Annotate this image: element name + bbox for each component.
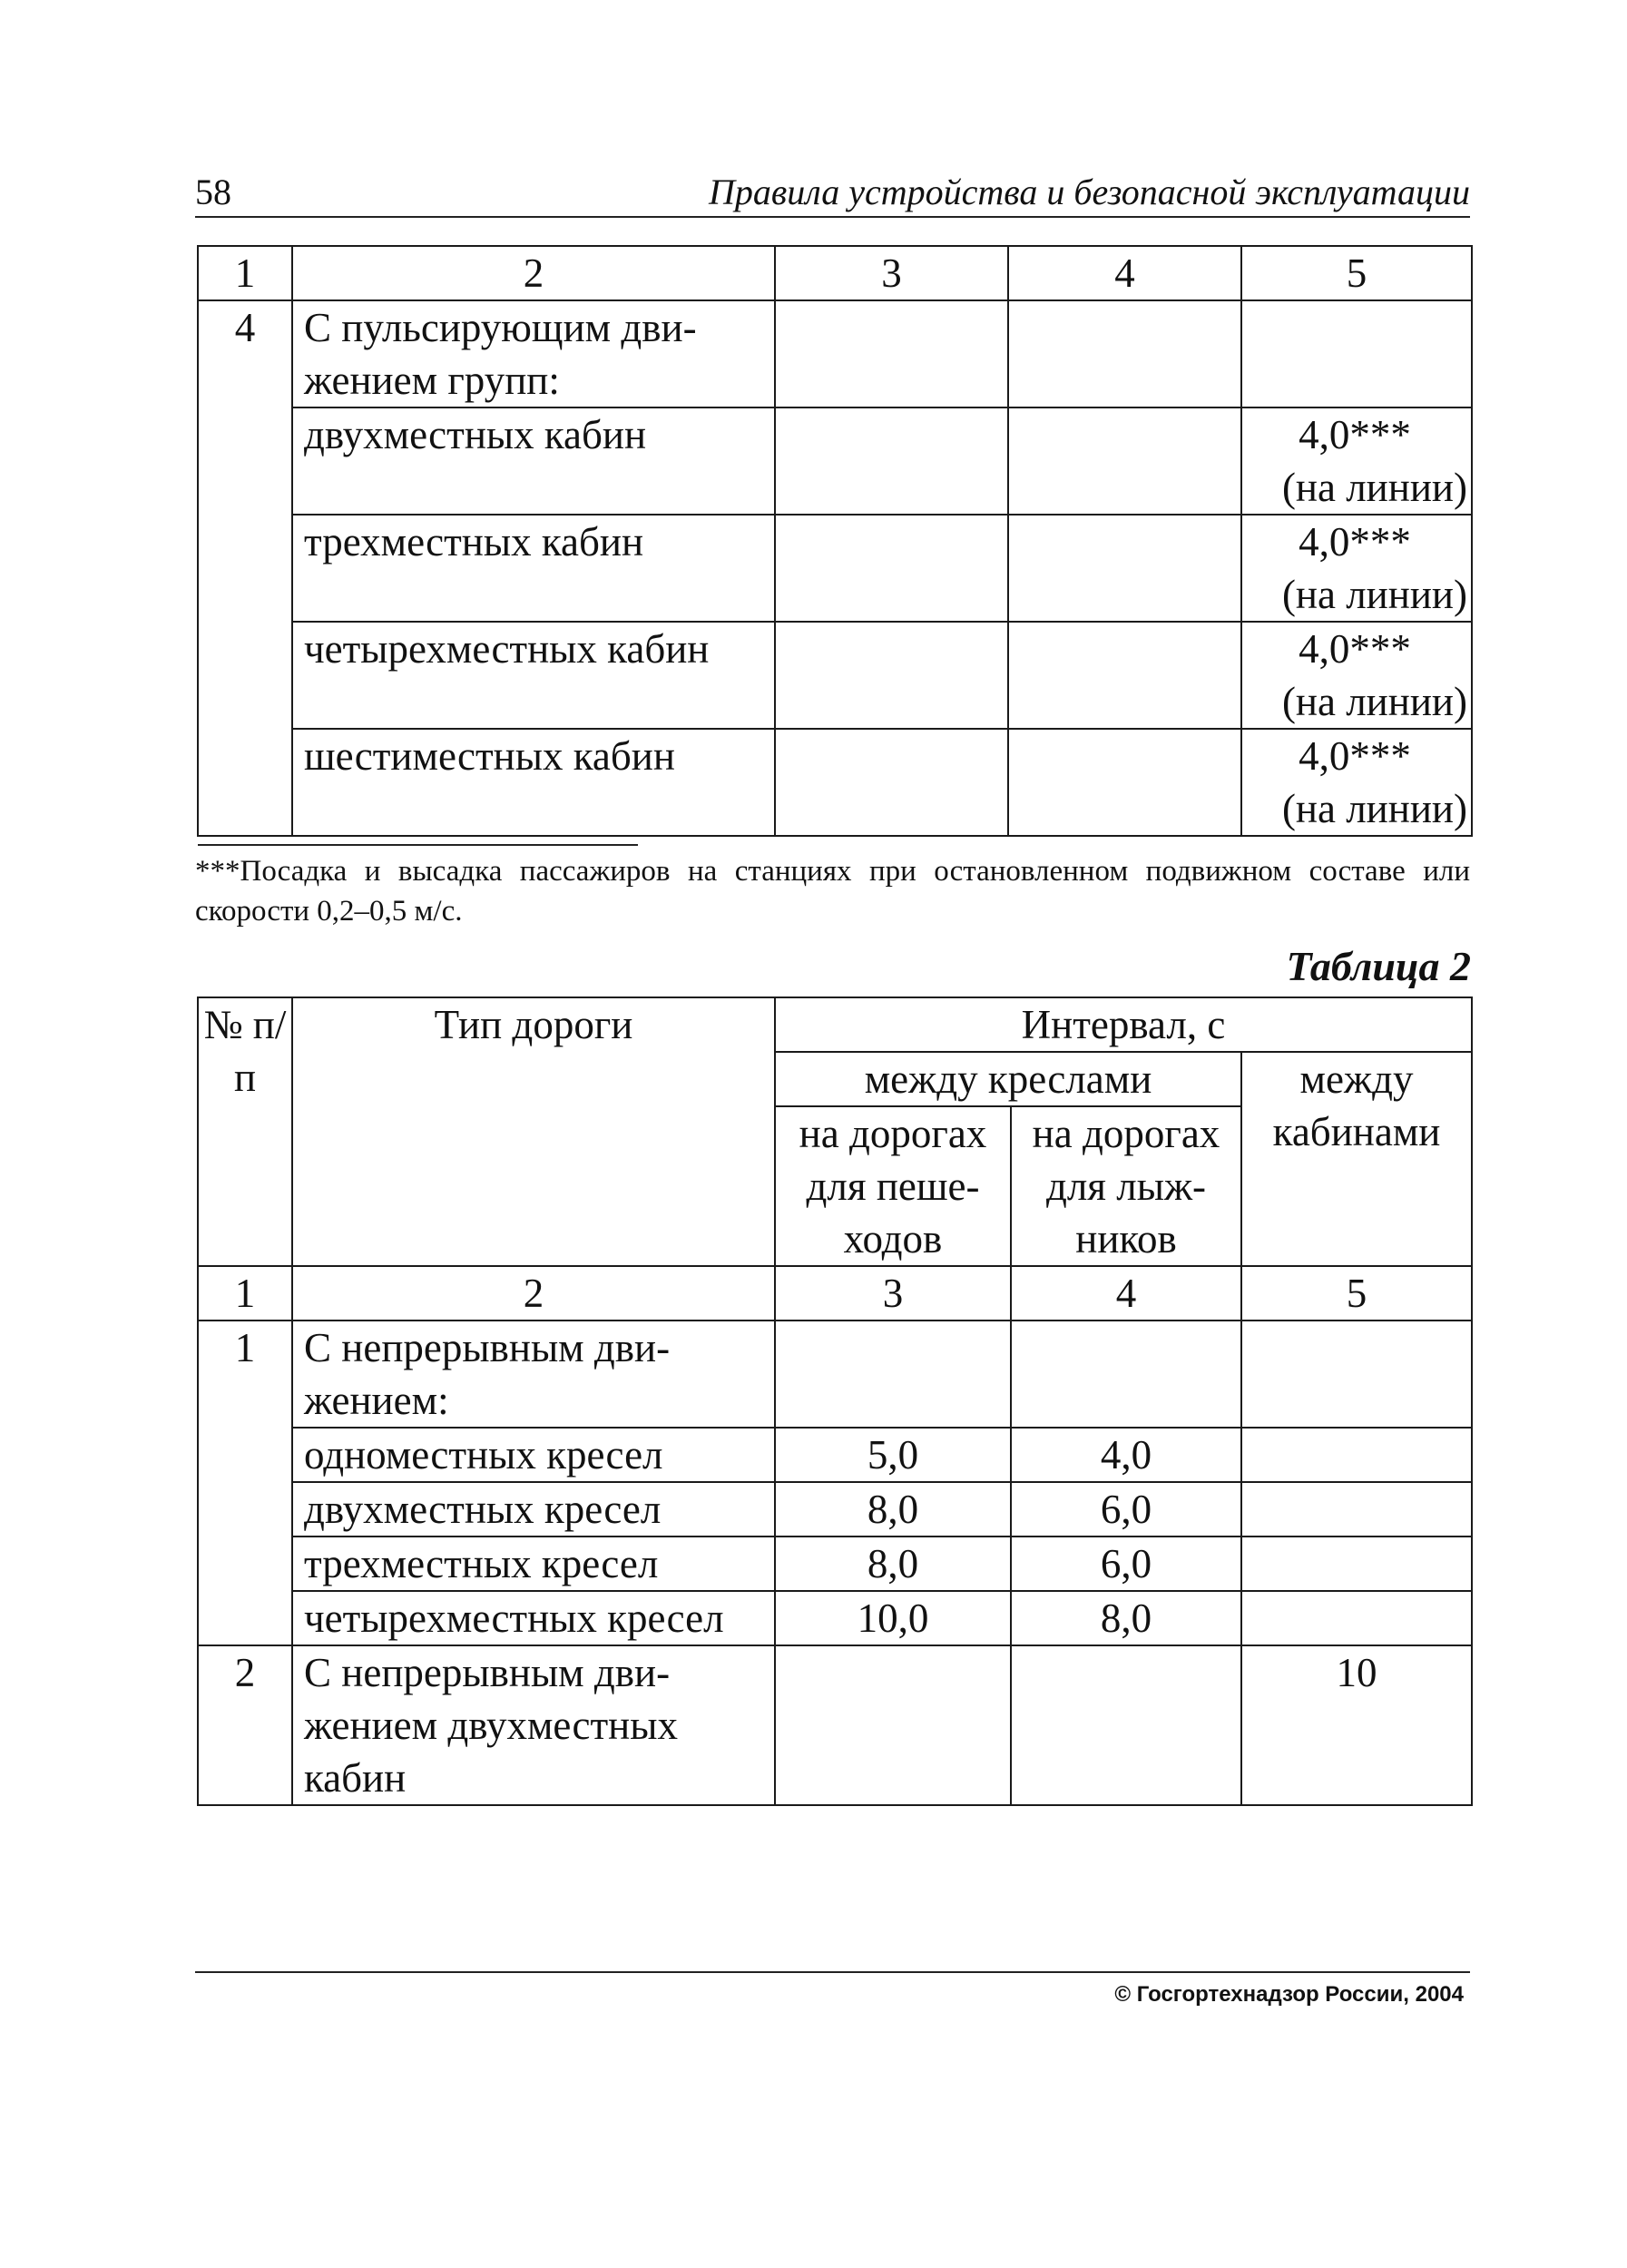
interval-value: 4,0*** — [1299, 519, 1411, 565]
row-name: четырехместных кабин — [292, 622, 775, 729]
header-road-type: Тип дороги — [292, 997, 775, 1266]
col-number: 1 — [198, 246, 292, 300]
interval-cell — [1241, 729, 1472, 836]
table-row — [198, 622, 1472, 729]
row-name: трехместных кабин — [292, 515, 775, 622]
interval-cell — [1241, 515, 1472, 622]
row-name: трехместных кресел — [292, 1537, 775, 1591]
pedestrian-value: 5,0 — [775, 1428, 1011, 1482]
interval-value: 4,0*** — [1299, 733, 1411, 779]
table-2-header-row — [198, 997, 1472, 1052]
table-1-column-number-row — [198, 246, 1472, 300]
col-number: 2 — [292, 1266, 775, 1321]
table-row — [198, 515, 1472, 622]
col-number: 4 — [1008, 246, 1241, 300]
col-number: 4 — [1011, 1266, 1241, 1321]
empty-cell — [1008, 515, 1241, 622]
cabins-value — [1241, 1428, 1472, 1482]
empty-cell — [775, 622, 1008, 729]
row-number: 1 — [198, 1321, 292, 1645]
skier-value: 6,0 — [1011, 1482, 1241, 1537]
interval-note: (на линии) — [1281, 679, 1467, 724]
footnote-rule — [198, 844, 638, 846]
table-row — [198, 300, 1472, 407]
empty-cell — [1008, 622, 1241, 729]
skier-value — [1011, 1645, 1241, 1805]
interval-value: 4,0*** — [1299, 412, 1411, 457]
running-header — [195, 171, 1470, 218]
row-name: шестиместных кабин — [292, 729, 775, 836]
table-1-continuation — [197, 245, 1473, 837]
col-number: 3 — [775, 1266, 1011, 1321]
row-number: 4 — [198, 300, 292, 836]
skier-value: 6,0 — [1011, 1537, 1241, 1591]
row-name: двухместных кабин — [292, 407, 775, 515]
interval-note: (на линии) — [1281, 572, 1467, 617]
empty-cell — [1008, 729, 1241, 836]
pedestrian-value: 8,0 — [775, 1537, 1011, 1591]
cabins-value — [1241, 1591, 1472, 1645]
col-number: 3 — [775, 246, 1008, 300]
skier-value: 8,0 — [1011, 1591, 1241, 1645]
table-2 — [197, 997, 1473, 1806]
group-title: С непрерывным дви-жением двухместных кабин — [292, 1645, 775, 1805]
col-number: 1 — [198, 1266, 292, 1321]
header-skier-roads: на дорогах для лыж-ников — [1011, 1106, 1241, 1266]
cabins-value: 10 — [1241, 1645, 1472, 1805]
interval-value: 4,0*** — [1299, 626, 1411, 672]
table-row — [198, 1428, 1472, 1482]
interval-note: (на линии) — [1281, 465, 1467, 510]
footer-rule — [195, 1971, 1470, 1973]
header-between-chairs: между креслами — [775, 1052, 1241, 1106]
group-title: С непрерывным дви-жением: — [292, 1321, 775, 1428]
header-interval: Интервал, с — [775, 997, 1472, 1052]
header-rule — [195, 216, 1470, 218]
empty-cell — [1241, 300, 1472, 407]
row-name: двухместных кресел — [292, 1482, 775, 1537]
table-row — [198, 1537, 1472, 1591]
table-2-column-number-row — [198, 1266, 1472, 1321]
table-row — [198, 1645, 1472, 1805]
pedestrian-value: 10,0 — [775, 1591, 1011, 1645]
col-number: 5 — [1241, 246, 1472, 300]
table-row — [198, 1321, 1472, 1428]
table-row — [198, 407, 1472, 515]
header-num: № п/п — [198, 997, 292, 1266]
running-title: Правила устройства и безопасной эксплуатации — [709, 172, 1470, 212]
row-name: четырехместных кресел — [292, 1591, 775, 1645]
interval-note: (на линии) — [1281, 786, 1467, 831]
col-number: 5 — [1241, 1266, 1472, 1321]
table-row — [198, 729, 1472, 836]
pedestrian-value: 8,0 — [775, 1482, 1011, 1537]
interval-cell — [1241, 407, 1472, 515]
table-row — [198, 1591, 1472, 1645]
empty-cell — [775, 729, 1008, 836]
cabins-value — [1241, 1537, 1472, 1591]
interval-cell — [1241, 622, 1472, 729]
row-name: одноместных кресел — [292, 1428, 775, 1482]
group-title: С пульсирующим дви-жением групп: — [292, 300, 775, 407]
footnote: ***Посадка и высадка пассажиров на станциях при остановленном подвижном составе или скорости 0,2–0,5 м/с. — [195, 855, 1470, 928]
empty-cell — [1241, 1321, 1472, 1428]
col-number: 2 — [292, 246, 775, 300]
empty-cell — [1008, 407, 1241, 515]
header-pedestrian-roads: на дорогах для пеше-ходов — [775, 1106, 1011, 1266]
empty-cell — [775, 300, 1008, 407]
table-2-caption: Таблица 2 — [1286, 943, 1471, 989]
empty-cell — [1011, 1321, 1241, 1428]
header-between-cabins: между кабинами — [1241, 1052, 1472, 1266]
empty-cell — [775, 515, 1008, 622]
cabins-value — [1241, 1482, 1472, 1537]
copyright: © Госгортехнадзор России, 2004 — [1114, 1982, 1464, 2007]
table-row — [198, 1482, 1472, 1537]
empty-cell — [775, 1321, 1011, 1428]
empty-cell — [1008, 300, 1241, 407]
row-number: 2 — [198, 1645, 292, 1805]
skier-value: 4,0 — [1011, 1428, 1241, 1482]
page-number: 58 — [195, 172, 231, 212]
empty-cell — [775, 407, 1008, 515]
pedestrian-value — [775, 1645, 1011, 1805]
